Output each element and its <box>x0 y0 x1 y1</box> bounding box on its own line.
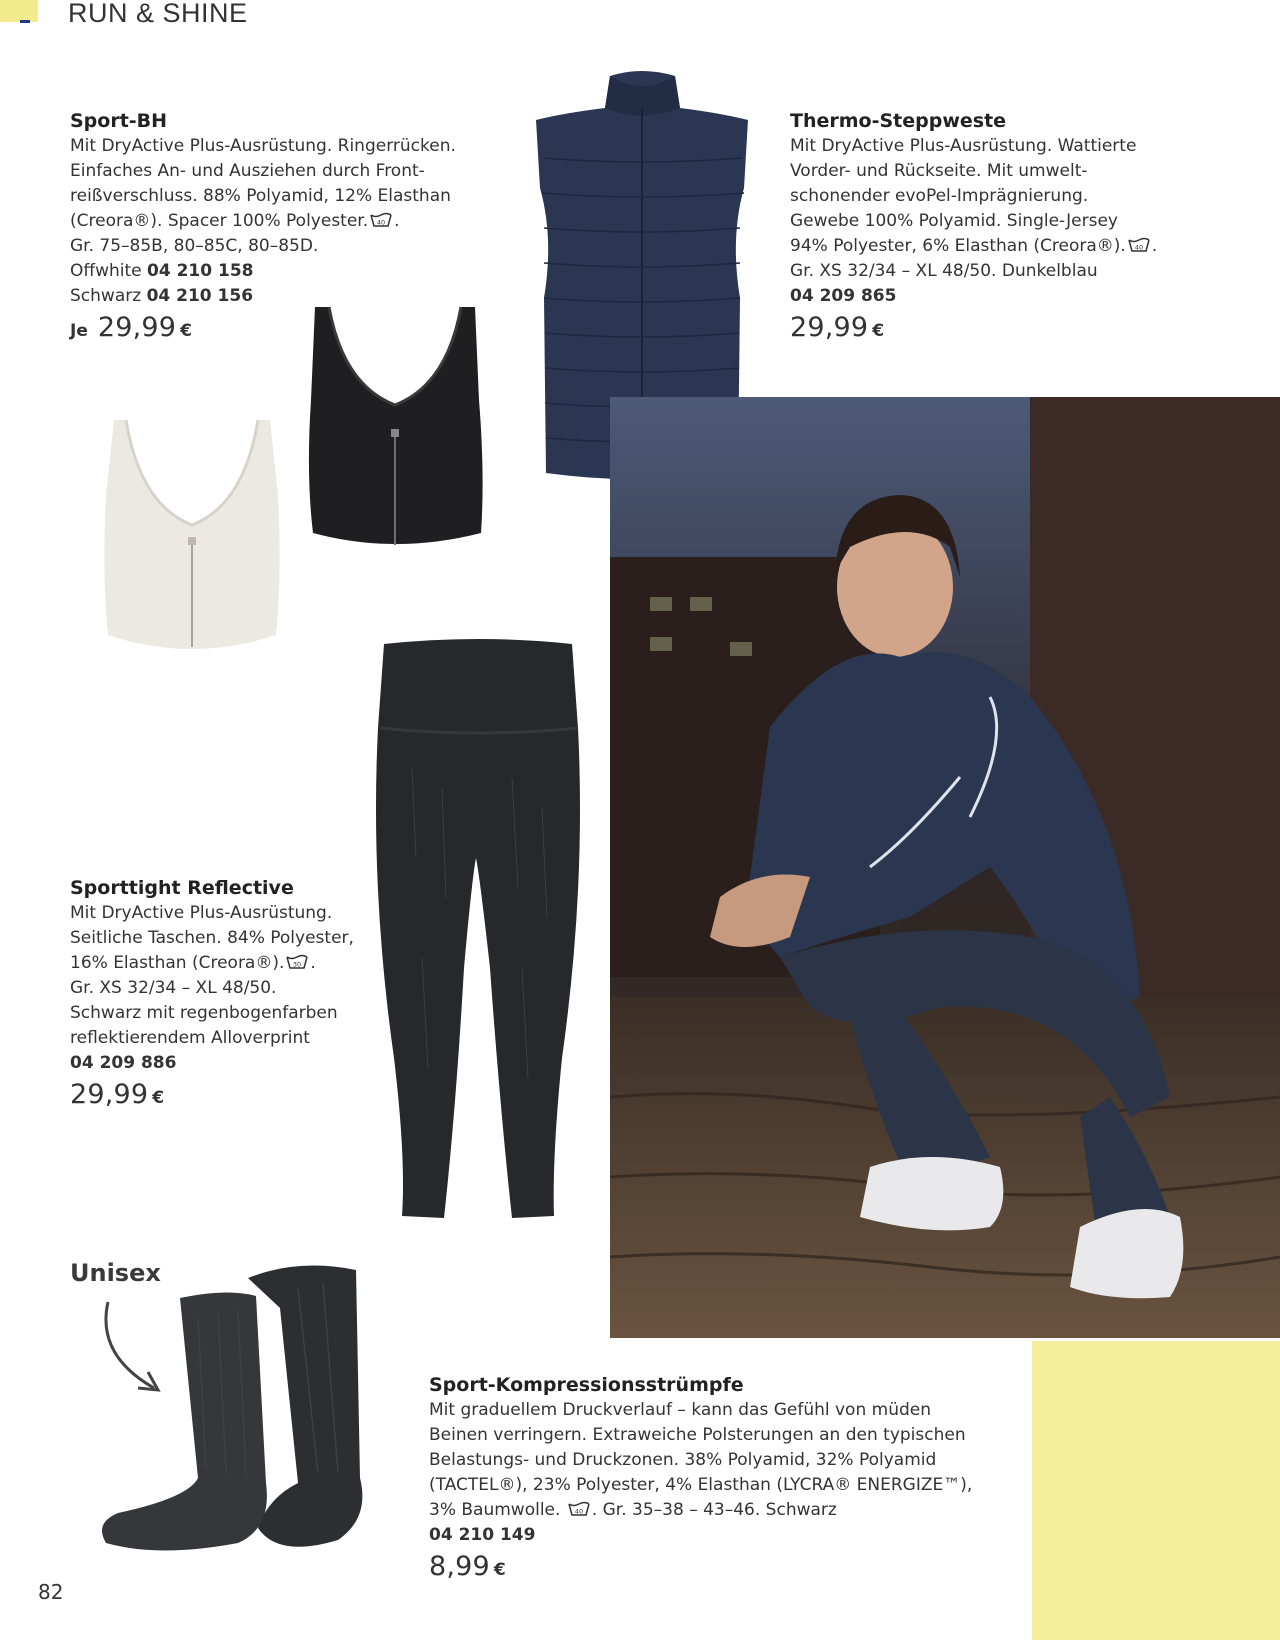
sport-bh-title: Sport-BH <box>70 110 168 132</box>
unisex-badge: Unisex <box>70 1259 161 1287</box>
thermo-description: Mit DryActive Plus-Ausrüstung. Wattierte Vorder- und Rückseite. Mit umwelt- schonender evoPel-Imprägnierung. Gewebe 100% Polyamid. Single-Jersey 94% Polyester, 6% Elasthan (Creora®). <box>790 136 1137 256</box>
offwhite-bra-image <box>100 415 285 665</box>
thermo-info: Thermo-Steppweste Mit DryActive Plus-Ausrüstung. Wattierte Vorder- und Rückseite. Mit umwelt- schonender evoPel-Imprägnierung. Gewebe 100% Polyamid. Single-Jersey 94% Polyester, 6% Elasthan (Creora®). 40 . Gr. XS 32/34 – XL 48/50. Dunkelblau 04 209 865 29,99 € <box>790 108 1230 344</box>
price-value: 8,99 <box>429 1551 490 1582</box>
wash-temp-label: 30 <box>293 960 302 969</box>
yellow-accent-block <box>1032 1341 1280 1640</box>
wash-icon <box>1128 237 1150 253</box>
socks-price <box>429 1551 989 1583</box>
wash-icon <box>286 954 308 970</box>
page-number: 82 <box>38 1580 64 1604</box>
price-value: 29,99 <box>97 312 177 343</box>
socks-info: Sport-Kompressionsstrümpfe Mit graduellem Druckverlauf – kann das Gefühl von müden Beinen verringern. Extraweiche Polsterungen an den typischen Belastungs- und Druckzonen. 38% Polyamid, 32% Polyamid (TACTEL®), 23% Polyester, 4% Elasthan (LYCRA® ENERGIZE™), 3% Baumwolle. 40 . Gr. 35–38 – 43–46. Schwarz 04 210 149 8,99 € <box>429 1372 989 1583</box>
variant-offwhite <box>70 259 490 284</box>
wash-icon <box>370 212 392 228</box>
sport-bh-description: Mit DryActive Plus-Ausrüstung. Ringerrücken. Einfaches An- und Ausziehen durch Front- reißverschluss. 88% Polyamid, 12% Elasthan (Creora®). Spacer 100% Polyester. <box>70 136 456 231</box>
variant-color: Schwarz <box>70 286 142 306</box>
tight-title: Sporttight Reflective <box>70 877 294 899</box>
wash-temp-label: 40 <box>574 1507 583 1516</box>
article-number: 04 210 158 <box>147 261 254 281</box>
tight-price <box>70 1079 390 1111</box>
article-number: 04 210 156 <box>146 286 254 306</box>
wash-temp-label: 40 <box>1134 243 1143 252</box>
runner-photo <box>610 397 1280 1338</box>
article-number: 04 209 865 <box>790 286 897 306</box>
currency: € <box>180 321 192 341</box>
thermo-price <box>790 312 1230 344</box>
article-number: 04 209 886 <box>70 1053 177 1073</box>
variant-color: Offwhite <box>70 261 142 281</box>
article-number: 04 210 149 <box>429 1525 536 1545</box>
thermo-title: Thermo-Steppweste <box>790 110 1007 132</box>
socks-image <box>98 1258 383 1563</box>
header-accent-mark <box>20 20 30 23</box>
currency: € <box>152 1088 165 1108</box>
price-value: 29,99 <box>70 1079 149 1110</box>
section-title: RUN & SHINE <box>68 0 248 28</box>
tight-sizes: Gr. XS 32/34 – XL 48/50. Schwarz mit regenbogenfarben reflektierendem Alloverprint <box>70 978 338 1048</box>
header-accent-bar <box>0 0 38 22</box>
price-prefix: Je <box>70 321 88 341</box>
socks-description: Mit graduellem Druckverlauf – kann das Gefühl von müden Beinen verringern. Extraweiche Polsterungen an den typischen Belastungs- und Druckzonen. 38% Polyamid, 32% Polyamid (TACTEL®), 23% Polyester, 4% Elasthan (LYCRA® ENERGIZE™), 3% Baumwolle. <box>429 1400 973 1520</box>
black-bra-image <box>303 305 488 550</box>
thermo-sizes: Gr. XS 32/34 – XL 48/50. Dunkelblau <box>790 261 1098 281</box>
price-value: 29,99 <box>790 312 869 343</box>
currency: € <box>872 321 885 341</box>
tight-info: Sporttight Reflective Mit DryActive Plus-Ausrüstung. Seitliche Taschen. 84% Polyester, 16% Elasthan (Creora®). 30 . Gr. XS 32/34 – XL 48/50. Schwarz mit regenbogenfarben reflektierendem Alloverprint 04 209 886 29,99 € <box>70 875 390 1111</box>
socks-title: Sport-Kompressionsstrümpfe <box>429 1374 744 1396</box>
runner-photo-illustration <box>610 397 1280 1338</box>
tight-description: Mit DryActive Plus-Ausrüstung. Seitliche Taschen. 84% Polyester, 16% Elasthan (Creora®). <box>70 903 354 973</box>
sport-bh-sizes: Gr. 75–85B, 80–85C, 80–85D. <box>70 236 319 256</box>
currency: € <box>493 1560 506 1580</box>
leggings-image <box>372 638 584 1223</box>
sport-bh-info: Sport-BH Mit DryActive Plus-Ausrüstung. Ringerrücken. Einfaches An- und Ausziehen durch Front- reißverschluss. 88% Polyamid, 12% Elasthan (Creora®). Spacer 100% Polyester. 40 . Gr. 75–85B, 80–85C, 80–85D. Offwhite 04 210 158 Schwarz 04 210 156 Je 29,99 € <box>70 108 490 344</box>
socks-sizes: Gr. 35–38 – 43–46. Schwarz <box>602 1500 837 1520</box>
wash-icon <box>568 1501 590 1517</box>
wash-temp-label: 40 <box>377 218 386 227</box>
